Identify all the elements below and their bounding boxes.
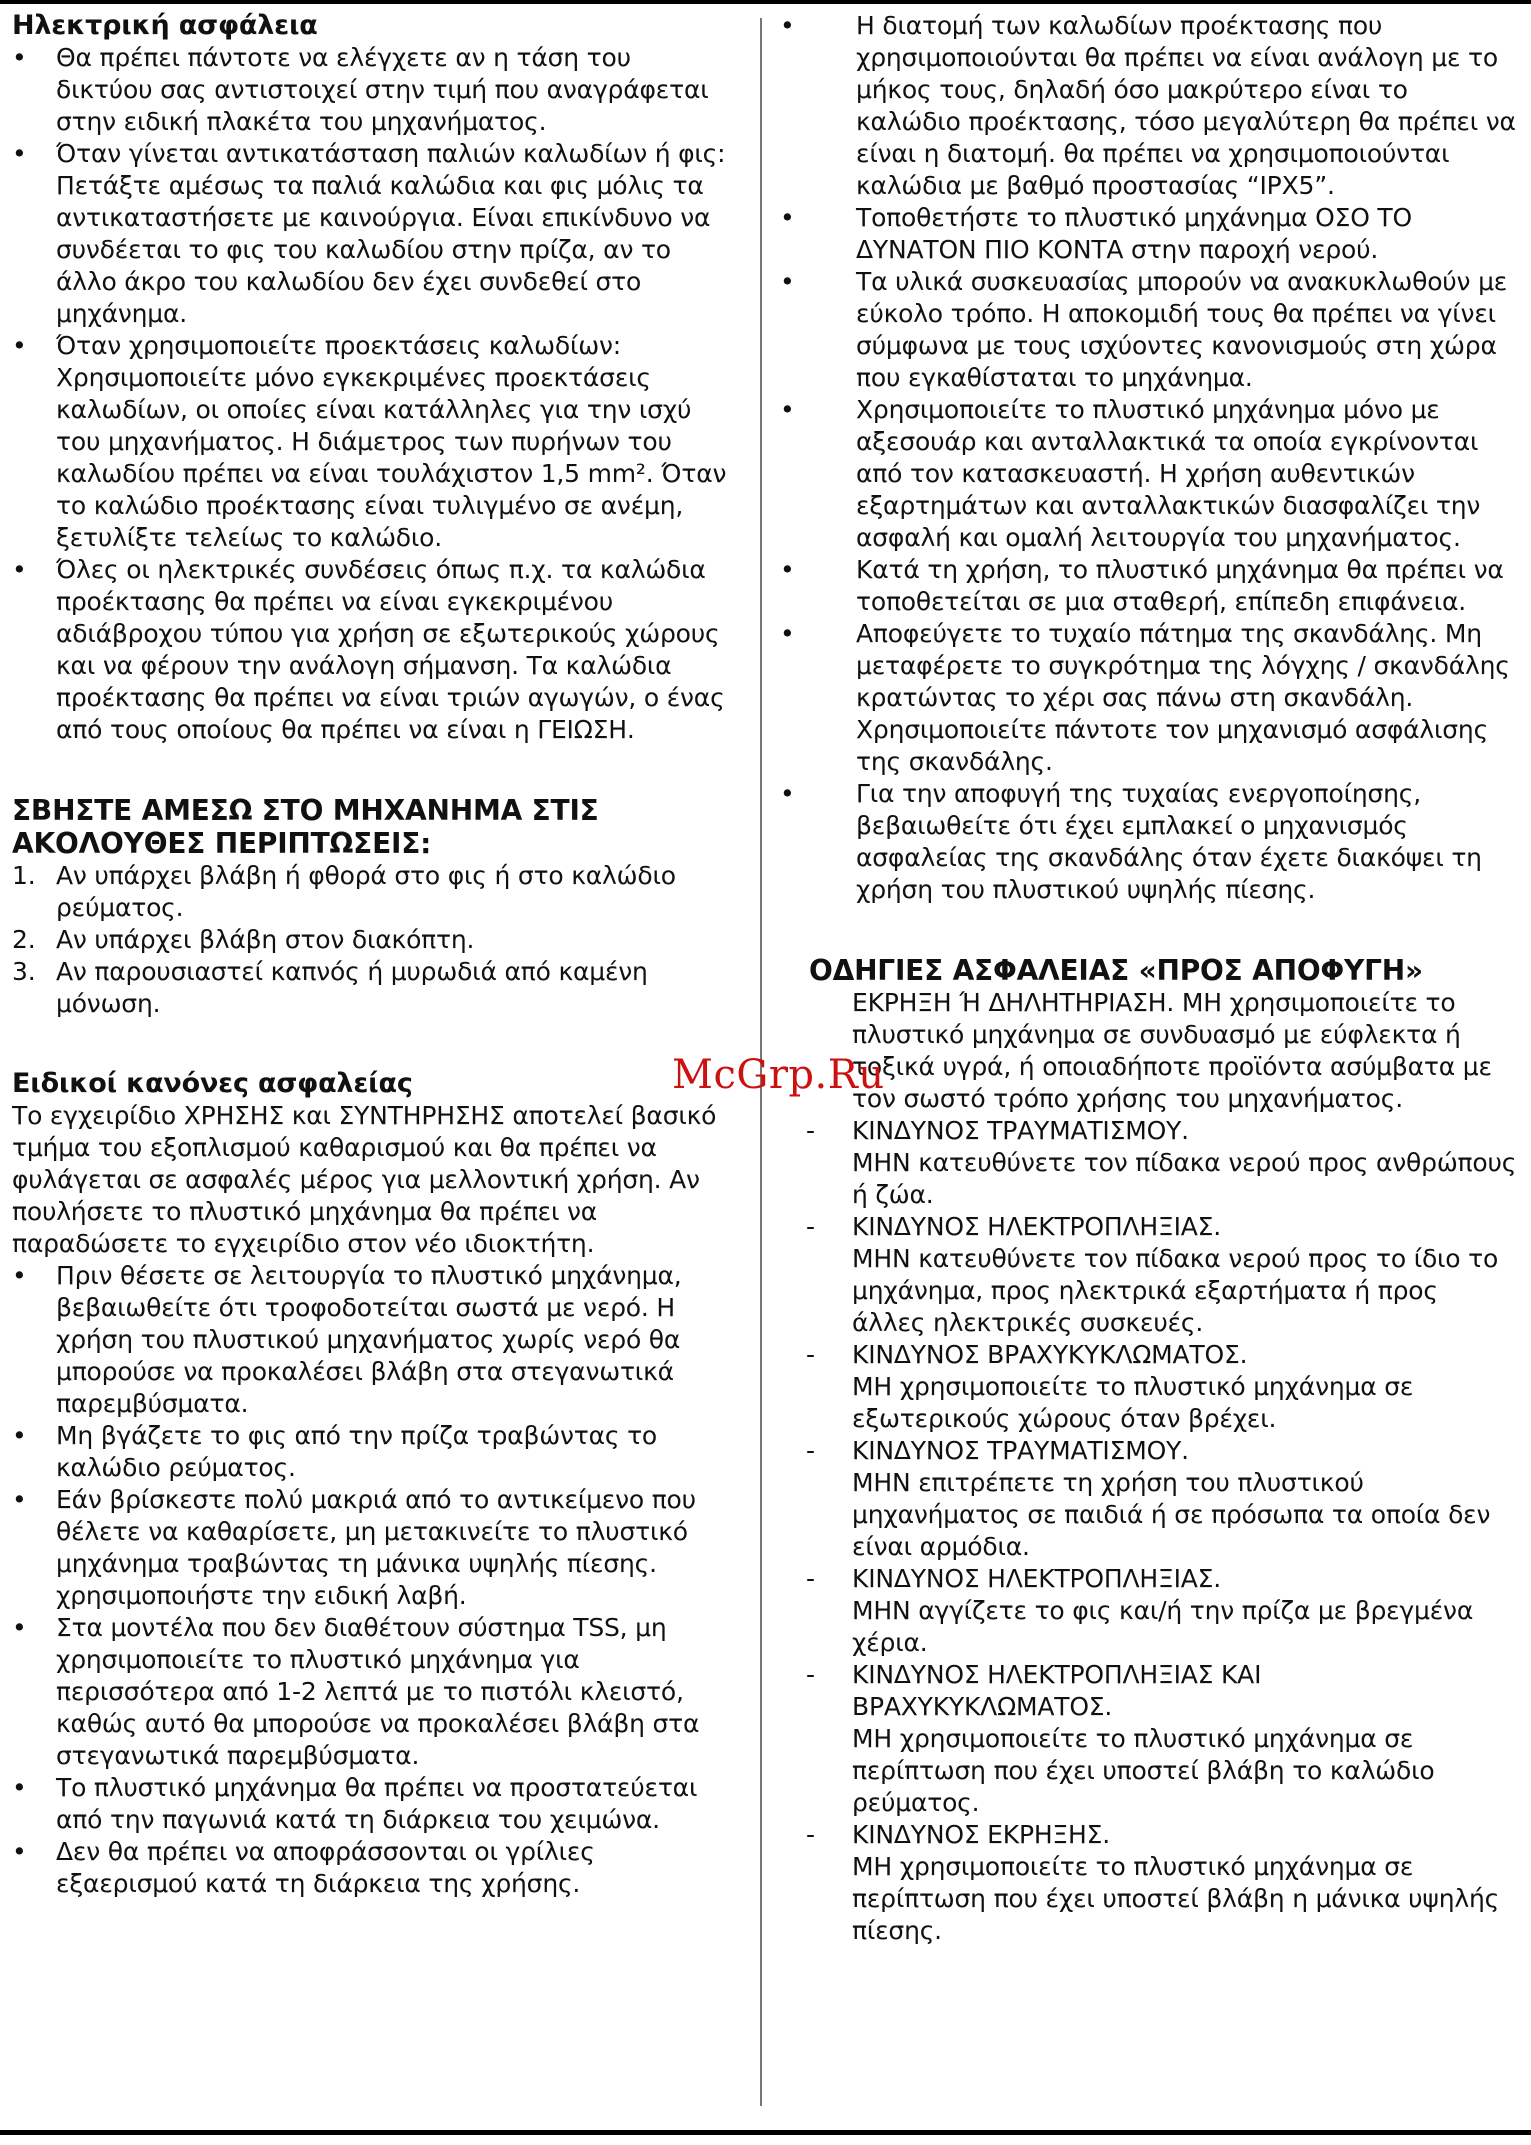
special-rules-list	[12, 1260, 732, 1900]
list-item	[12, 956, 732, 1020]
hazard-title: ΚΙΝΔΥΝΟΣ ΕΚΡΗΞΗΣ.	[852, 1820, 1110, 1849]
bullet-icon: •	[12, 555, 27, 584]
bullet-icon: •	[780, 395, 795, 424]
dash-marker: -	[806, 1660, 815, 1689]
hazard-text: ΜΗ χρησιμοποιείτε το πλυστικό μηχάνημα σε περίπτωση που έχει υποστεί βλάβη η μάνικα υψηλής πίεσης.	[852, 1852, 1500, 1945]
list-item-text: Όλες οι ηλεκτρικές συνδέσεις όπως π.χ. τα καλώδια προέκτασης θα πρέπει να είναι εγκεκριμένου αδιάβροχου τύπου για χρήση σε εξωτερικούς χώρους και να φέρουν την ανάλογη σήμανση. Τα καλώδια προέκτασης θα πρέπει να είναι τριών αγωγών, ο ένας από τους οποίους θα πρέπει να είναι η ΓΕΙΩΣΗ.	[56, 555, 725, 744]
hazard-title: ΚΙΝΔΥΝΟΣ ΗΛΕΚΤΡΟΠΛΗΞΙΑΣ ΚΑΙ ΒΡΑΧΥΚΥΚΛΩΜΑΤΟΣ.	[852, 1660, 1262, 1721]
electrical-safety-list	[12, 42, 732, 746]
bullet-icon: •	[12, 1613, 27, 1642]
list-item-text: Αν υπάρχει βλάβη στον διακόπτη.	[56, 925, 475, 954]
list-item	[12, 1260, 732, 1420]
list-number: 1.	[12, 861, 36, 890]
list-item	[12, 860, 732, 924]
list-item	[806, 1211, 1517, 1339]
dash-marker: -	[806, 1212, 815, 1241]
list-item-text: Πετάξτε αμέσως τα παλιά καλώδια και φις μόλις τα αντικαταστήσετε με καινούργια. Είναι επικίνδυνο να συνδέεται το φις του καλωδίου στην πρίζα, αν το άλλο άκρο του καλωδίου δεν έχει συνδεθεί στο μηχάνημα.	[56, 171, 711, 328]
list-item-text: Κατά τη χρήση, το πλυστικό μηχάνημα θα πρέπει να τοποθετείται σε μια σταθερή, επίπεδη επιφάνεια.	[856, 555, 1504, 616]
hazard-text: ΜΗΝ κατευθύνετε τον πίδακα νερού προς ανθρώπους ή ζώα.	[852, 1148, 1517, 1209]
switch-off-list	[12, 860, 732, 1020]
list-item-text: Τα υλικά συσκευασίας μπορούν να ανακυκλωθούν με εύκολο τρόπο. Η αποκομιδή τους θα πρέπει να γίνει σύμφωνα με τους ισχύοντες κανονισμούς στη χώρα που εγκαθίσταται το μηχάνημα.	[856, 267, 1508, 392]
list-item-text: Τοποθετήστε το πλυστικό μηχάνημα ΟΣΟ ΤΟ ΔΥΝΑΤΟΝ ΠΙΟ ΚΟΝΤΑ στην παροχή νερού.	[856, 203, 1412, 264]
bullet-icon: •	[12, 1485, 27, 1514]
hazard-title: ΚΙΝΔΥΝΟΣ ΗΛΕΚΤΡΟΠΛΗΞΙΑΣ.	[852, 1564, 1221, 1593]
left-column	[12, 10, 732, 1900]
list-item	[780, 10, 1517, 202]
dash-marker: -	[806, 1340, 815, 1369]
list-item	[12, 924, 732, 956]
right-column	[780, 10, 1517, 1947]
bullet-icon: •	[780, 619, 795, 648]
special-rules-intro: Το εγχειρίδιο ΧΡΗΣΗΣ και ΣΥΝΤΗΡΗΣΗΣ αποτελεί βασικό τμήμα του εξοπλισμού καθαρισμού και θα πρέπει να φυλάγεται σε ασφαλές μέρος για μελλοντική χρήση. Αν πουλήσετε το πλυστικό μηχάνημα θα πρέπει να παραδώσετε το εγχειρίδιο στον νέο ιδιοκτήτη.	[12, 1101, 717, 1258]
list-item-text: Στα μοντέλα που δεν διαθέτουν σύστημα TSS, μη χρησιμοποιείτε το πλυστικό μηχάνημα για περισσότερα από 1-2 λεπτά με το πιστόλι κλειστό, καθώς αυτό θα μπορούσε να προκαλέσει βλάβη στα στεγανωτικά παρεμβύσματα.	[56, 1613, 700, 1770]
list-item-text: Πριν θέσετε σε λειτουργία το πλυστικό μηχάνημα, βεβαιωθείτε ότι τροφοδοτείται σωστά με νερό. Η χρήση του πλυστικού μηχανήματος χωρίς νερό θα μπορούσε να προκαλέσει βλάβη στα στεγανωτικά παρεμβύσματα.	[56, 1261, 682, 1418]
hazard-title: ΚΙΝΔΥΝΟΣ ΤΡΑΥΜΑΤΙΣΜΟΥ.	[852, 1116, 1189, 1145]
list-item-text: Αποφεύγετε το τυχαίο πάτημα της σκανδάλης. Μη μεταφέρετε το συγκρότημα της λόγχης / σκανδάλης κρατώντας το χέρι σας πάνω στη σκανδάλη. Χρησιμοποιείτε πάντοτε τον μηχανισμό ασφάλισης της σκανδάλης.	[856, 619, 1510, 776]
hazard-text: ΜΗ χρησιμοποιείτε το πλυστικό μηχάνημα σε συνδυασμό με εύφλεκτα ή τοξικά υγρά, ή οποιαδήποτε προϊόντα ασύμβατα με τον σωστό τρόπο χρήσης του μηχανήματος.	[852, 988, 1492, 1113]
list-item	[12, 1612, 732, 1772]
list-item	[12, 1420, 732, 1484]
list-item	[806, 1563, 1517, 1659]
section-title-electrical-safety: Ηλεκτρική ασφάλεια	[12, 10, 318, 41]
bullet-icon: •	[780, 267, 795, 296]
list-item	[780, 394, 1517, 554]
list-item-text: Αν υπάρχει βλάβη ή φθορά στο φις ή στο καλώδιο ρεύματος.	[56, 861, 676, 922]
list-item	[806, 1659, 1517, 1819]
bullet-icon: •	[780, 779, 795, 808]
bullet-icon: •	[780, 11, 795, 40]
list-item	[780, 202, 1517, 266]
list-item	[12, 138, 732, 330]
list-item	[806, 1819, 1517, 1947]
hazard-title: ΚΙΝΔΥΝΟΣ ΤΡΑΥΜΑΤΙΣΜΟΥ.	[852, 1436, 1189, 1465]
list-item-text: Το πλυστικό μηχάνημα θα πρέπει να προστατεύεται από την παγωνιά κατά τη διάρκεια του χειμώνα.	[56, 1773, 698, 1834]
hazard-text: ΜΗ χρησιμοποιείτε το πλυστικό μηχάνημα σε εξωτερικούς χώρους όταν βρέχει.	[852, 1372, 1414, 1433]
list-item-text: Για την αποφυγή της τυχαίας ενεργοποίησης, βεβαιωθείτε ότι έχει εμπλακεί ο μηχανισμός ασφαλείας της σκανδάλης όταν έχετε διακόψει τη χρήση του πλυστικού υψηλής πίεσης.	[856, 779, 1482, 904]
list-item-text: Χρησιμοποιείτε το πλυστικό μηχάνημα μόνο με αξεσουάρ και ανταλλακτικά τα οποία εγκρίνονται από τον κατασκευαστή. Η χρήση αυθεντικών εξαρτημάτων και ανταλλακτικών διασφαλίζει την ασφαλή και ομαλή λειτουργία του μηχανήματος.	[856, 395, 1481, 552]
hazard-title: ΚΙΝΔΥΝΟΣ ΒΡΑΧΥΚΥΚΛΩΜΑΤΟΣ.	[852, 1340, 1248, 1369]
bullet-icon: •	[12, 1773, 27, 1802]
bottom-rule	[0, 2130, 1531, 2135]
hazard-text: ΜΗΝ κατευθύνετε τον πίδακα νερού προς το ίδιο το μηχάνημα, προς ηλεκτρικά εξαρτήματα ή προς άλλες ηλεκτρικές συσκευές.	[852, 1244, 1499, 1337]
list-item	[12, 1484, 732, 1612]
bullet-icon: •	[780, 555, 795, 584]
list-item	[780, 618, 1517, 778]
hazard-text: ΜΗΝ επιτρέπετε τη χρήση του πλυστικού μηχανήματος σε παιδιά ή σε πρόσωπα τα οποία δεν είναι αρμόδια.	[852, 1468, 1491, 1561]
watermark: McGrp.Ru	[672, 1052, 885, 1098]
bullet-icon: •	[12, 331, 27, 360]
list-item	[806, 1435, 1517, 1563]
list-item	[12, 1836, 732, 1900]
dash-marker: -	[806, 1564, 815, 1593]
list-item	[780, 266, 1517, 394]
list-item	[780, 554, 1517, 618]
hazard-text: ΜΗ χρησιμοποιείτε το πλυστικό μηχάνημα σε περίπτωση που έχει υποστεί βλάβη το καλώδιο ρεύματος.	[852, 1724, 1435, 1817]
list-number: 2.	[12, 925, 36, 954]
section-title-special-rules: Ειδικοί κανόνες ασφαλείας	[12, 1068, 413, 1099]
list-item-text: Θα πρέπει πάντοτε να ελέγχετε αν η τάση του δικτύου σας αντιστοιχεί στην τιμή που αναγράφεται στην ειδική πλακέτα του μηχανήματος.	[56, 43, 709, 136]
section-title-switch-off: ΣΒΗΣΤΕ ΑΜΕΣΩ ΣΤΟ ΜΗΧΑΝΗΜΑ ΣΤΙΣ ΑΚΟΛΟΥΘΕΣ ΠΕΡΙΠΤΩΣΕΙΣ:	[12, 794, 599, 860]
section-title-safety-guide: ΟΔΗΓΙΕΣ ΑΣΦΑΛΕΙΑΣ «ΠΡΟΣ ΑΠΟΦΥΓΗ»	[809, 954, 1423, 987]
bullet-icon: •	[12, 1421, 27, 1450]
bullet-icon: •	[12, 1837, 27, 1866]
dash-marker: -	[806, 1820, 815, 1849]
bullet-icon: •	[780, 203, 795, 232]
list-item-text: Χρησιμοποιείτε μόνο εγκεκριμένες προεκτάσεις καλωδίων, οι οποίες είναι κατάλληλες για την ισχύ του μηχανήματος. Η διάμετρος των πυρήνων του καλωδίου πρέπει να είναι τουλάχιστον 1,5 mm². Όταν το καλώδιο προέκτασης είναι τυλιγμένο σε ανέμη, ξετυλίξτε τελείως το καλώδιο.	[56, 363, 727, 552]
list-item-text: Όταν χρησιμοποιείτε προεκτάσεις καλωδίων:	[56, 331, 621, 360]
bullet-icon: •	[12, 1261, 27, 1290]
list-item	[12, 330, 732, 554]
list-item-text: Μη βγάζετε το φις από την πρίζα τραβώντας το καλώδιο ρεύματος.	[56, 1421, 658, 1482]
hazard-list	[806, 987, 1517, 1947]
bullet-icon: •	[12, 139, 27, 168]
list-number: 3.	[12, 957, 36, 986]
list-item-text: Όταν γίνεται αντικατάσταση παλιών καλωδίων ή φις:	[56, 139, 726, 168]
list-item	[780, 778, 1517, 906]
list-item-text: Δεν θα πρέπει να αποφράσσονται οι γρίλιες εξαερισμού κατά τη διάρκεια της χρήσης.	[56, 1837, 595, 1898]
list-item	[12, 42, 732, 138]
top-rule	[0, 0, 1531, 4]
hazard-title: ΕΚΡΗΞΗ Ή ΔΗΛΗΤΗΡΙΑΣΗ.	[852, 988, 1175, 1017]
list-item-text: Αν παρουσιαστεί καπνός ή μυρωδιά από καμένη μόνωση.	[56, 957, 648, 1018]
bullet-icon: •	[12, 43, 27, 72]
list-item	[12, 554, 732, 746]
hazard-lead	[812, 987, 1517, 1115]
hazard-text: ΜΗΝ αγγίζετε το φις και/ή την πρίζα με βρεγμένα χέρια.	[852, 1596, 1474, 1657]
list-item	[806, 1115, 1517, 1211]
hazard-title: ΚΙΝΔΥΝΟΣ ΗΛΕΚΤΡΟΠΛΗΞΙΑΣ.	[852, 1212, 1221, 1241]
list-item	[12, 1772, 732, 1836]
dash-marker: -	[806, 1436, 815, 1465]
list-item-text: Η διατομή των καλωδίων προέκτασης που χρησιμοποιούνται θα πρέπει να είναι ανάλογη με το μήκος τους, δηλαδή όσο μακρύτερο είναι το καλώδιο προέκτασης, τόσο μεγαλύτερη θα πρέπει να είναι η διατομή. θα πρέπει να χρησιμοποιούνται καλώδια με βαθμό προστασίας “IPX5”.	[856, 11, 1516, 200]
general-safety-list	[780, 10, 1517, 906]
list-item	[806, 1339, 1517, 1435]
list-item-text: Εάν βρίσκεστε πολύ μακριά από το αντικείμενο που θέλετε να καθαρίσετε, μη μετακινείτε το πλυστικό μηχάνημα τραβώντας τη μάνικα υψηλής πίεσης. χρησιμοποιήστε την ειδική λαβή.	[56, 1485, 696, 1610]
dash-marker: -	[806, 1116, 815, 1145]
